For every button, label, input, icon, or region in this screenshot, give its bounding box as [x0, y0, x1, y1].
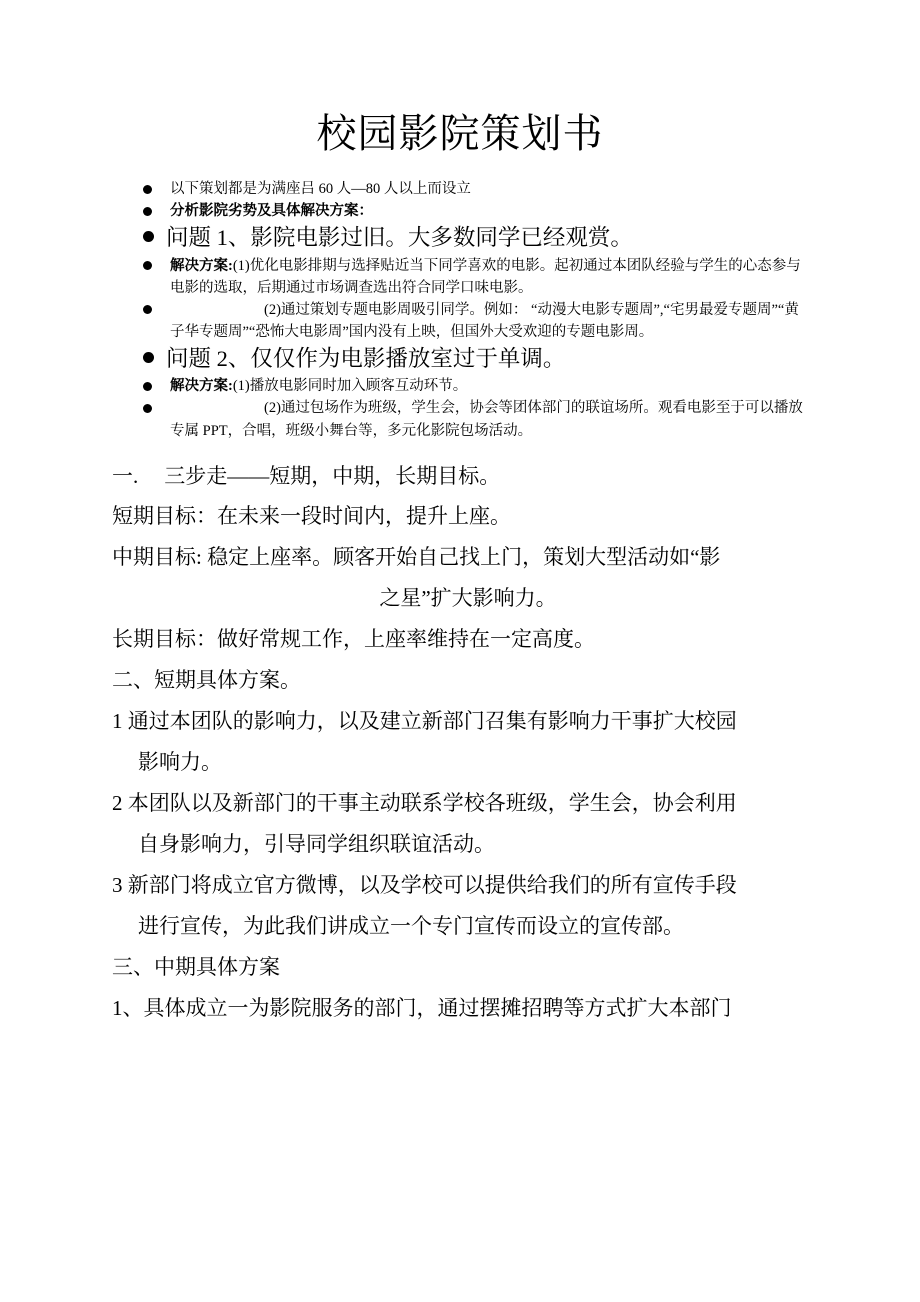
goal-short-term: 短期目标：在未来一段时间内，提升上座。 [112, 504, 511, 529]
bullet-label-analysis-heading: 分析影院劣势及具体解决方案： [170, 203, 373, 220]
bullet-label-problem-1: 问题 1、影院电影过旧。大多数同学已经观赏。 [166, 225, 633, 251]
solution-1-item-1: (1)优化电影排期与选择贴近当下同学喜欢的电影。起初通过本团队经验与学生的心态参与电影的选取，后期通过市场调查选出符合同学口味电影。 [170, 257, 801, 296]
section-two-item-1-cont: 影响力。 [138, 750, 222, 775]
section-two-item-2-cont: 自身影响力，引导同学组织联谊活动。 [138, 831, 495, 856]
goal-mid-term-line-2: 之星”扩大影响力。 [379, 586, 557, 611]
bullet-item-solution-1-item-2 [0, 299, 920, 343]
bullet-dot-icon [143, 231, 154, 242]
page-title: 校园影院策划书 [316, 111, 604, 156]
body-sections [0, 456, 920, 1029]
section-one-number: 一. [112, 463, 139, 488]
section-two-heading: 二、短期具体方案。 [112, 668, 301, 693]
bullet-item-analysis-heading [0, 200, 920, 222]
section-two-item-3: 3 新部门将成立官方微博，以及学校可以提供给我们的所有宣传手段 [112, 872, 737, 897]
bullet-item-problem-2 [0, 343, 920, 376]
bullet-dot-icon [143, 261, 152, 270]
section-three-item-1: 1、具体成立一为影院服务的部门，通过摆摊招聘等方式扩大本部门 [112, 995, 732, 1020]
solution-1-label: 解决方案: [170, 257, 233, 274]
bullet-item-scope-note [0, 178, 920, 200]
bullet-label-problem-2: 问题 2、仅仅作为电影播放室过于单调。 [166, 345, 566, 371]
section-one-heading [112, 456, 824, 497]
bullet-item-solution-2-item-2 [0, 397, 920, 441]
bullet-list [0, 178, 920, 442]
section-one-title: 三步走——短期，中期，长期目标。 [164, 463, 501, 488]
section-three-heading: 三、中期具体方案 [112, 954, 280, 979]
bullet-dot-icon [143, 352, 154, 363]
bullet-dot-icon [143, 207, 152, 216]
bullet-item-problem-1 [0, 222, 920, 255]
solution-2-item-2: (2)通过包场作为班级，学生会，协会等团体部门的联谊场所。观看电影至于可以播放专属 PPT，合唱，班级小舞台等，多元化影院包场活动。 [170, 400, 803, 439]
section-two-item-1: 1 通过本团队的影响力，以及建立新部门召集有影响力干事扩大校园 [112, 709, 737, 734]
solution-1-item-2: (2)通过策划专题电影周吸引同学。例如： “动漫大电影专题周”,“宅男最爱专题周”“黄子华专题周”“恐怖大电影周”国内没有上映，但国外大受欢迎的专题电影周。 [170, 301, 799, 340]
solution-2-item-1: (1)播放电影同时加入顾客互动环节。 [232, 378, 468, 395]
bullet-dot-icon [143, 382, 152, 391]
bullet-label-scope-note: 以下策划都是为满座吕 60 人—80 人以上而设立 [170, 181, 471, 197]
section-two-item-3-cont: 进行宣传，为此我们讲成立一个专门宣传而设立的宣传部。 [138, 913, 684, 938]
bullet-dot-icon [143, 404, 152, 413]
bullet-dot-icon [143, 185, 152, 194]
bullet-item-solution-2 [0, 375, 920, 397]
goal-mid-term-line-1: 中期目标: 稳定上座率。顾客开始自己找上门，策划大型活动如“影 [112, 545, 721, 570]
goal-long-term: 长期目标：做好常规工作，上座率维持在一定高度。 [112, 627, 595, 652]
bullet-dot-icon [143, 305, 152, 314]
bullet-item-solution-1 [0, 255, 920, 299]
solution-2-label: 解决方案: [170, 378, 233, 395]
section-two-item-2: 2 本团队以及新部门的干事主动联系学校各班级，学生会，协会利用 [112, 791, 737, 816]
